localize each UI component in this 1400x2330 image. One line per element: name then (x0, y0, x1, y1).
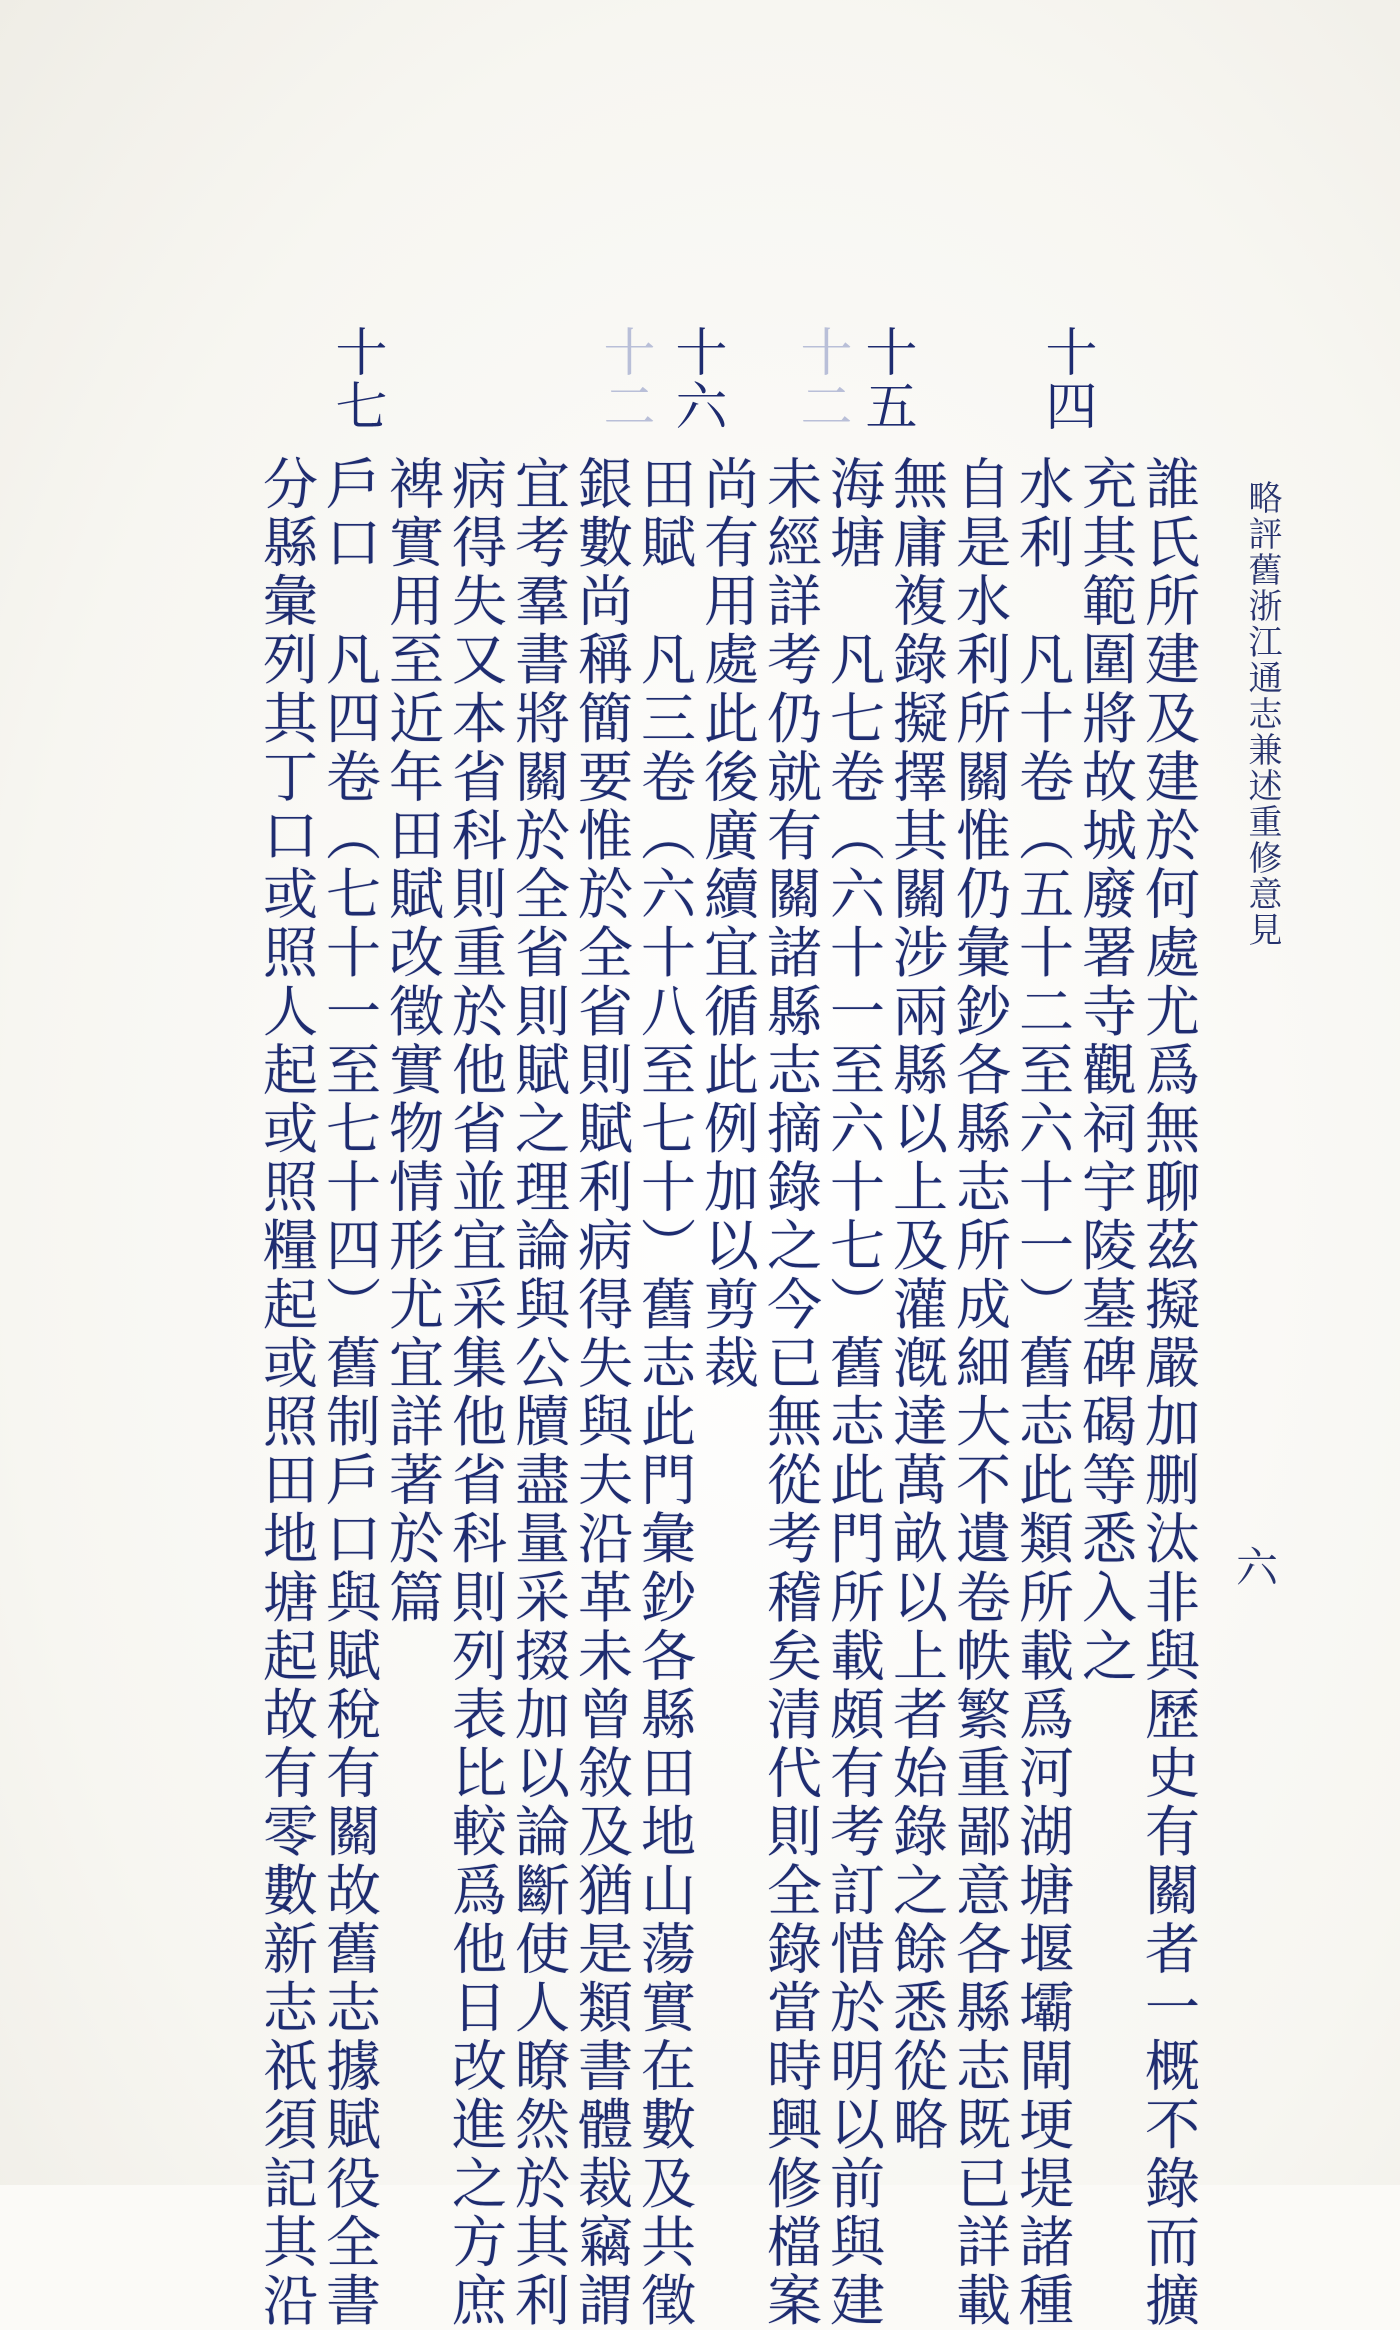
page-number: 六 (1236, 1543, 1279, 1592)
text-column: 病得失又本省科則重於他省並宜采集他省科則列表比較爲他日改進之方庶 (443, 455, 507, 2330)
section-number-14: 十四 (1036, 325, 1096, 433)
text-column: 海塘 凡七卷（六十一至六十七）舊志此門所載頗有考訂惜於明以前與建 (821, 455, 885, 2330)
section-mark-faint: 十二 (594, 325, 654, 433)
text-column: 自是水利所關惟仍彙鈔各縣志所成細大不遺卷帙繁重鄙意各縣志既已詳載 (947, 455, 1011, 2330)
text-column: 戶口 凡四卷（七十一至七十四）舊制戶口與賦稅有關故舊志據賦役全書 (317, 455, 381, 2330)
section-number-15: 十五 (856, 325, 916, 433)
running-header-title: 略評舊浙江通志兼述重修意見 (1242, 480, 1282, 948)
section-mark-faint: 十二 (791, 325, 851, 433)
text-column: 充其範圍將故城廢署寺觀祠宇陵墓碑碣等悉入之 (1073, 455, 1137, 1686)
text-column: 田賦 凡三卷（六十八至七十）舊志此門彙鈔各縣田地山蕩實在數及共徵 (632, 455, 696, 2330)
text-column: 尚有用處此後廣續宜循此例加以剪裁 (695, 455, 759, 1393)
section-number-16: 十六 (666, 325, 726, 433)
text-column: 裨實用至近年田賦改徵實物情形尤宜詳著於篇 (380, 455, 444, 1627)
section-number-17: 十七 (326, 325, 386, 433)
text-column: 水利 凡十卷（五十二至六十一）舊志此類所載爲河湖塘堰壩閘埂堤諸種 (1010, 455, 1074, 2330)
text-column: 宜考羣書將關於全省則賦之理論與公牘盡量采掇加以論斷使人瞭然於其利 (506, 455, 570, 2330)
text-column: 分縣彙列其丁口或照人起或照糧起或照田地塘起故有零數新志祇須記其沿 (254, 455, 318, 2330)
text-column: 銀數尚稱簡要惟於全省則賦利病得失與夫沿革未曾敘及猶是類書體裁竊謂 (569, 455, 633, 2330)
text-column: 無庸複錄擬擇其關涉兩縣以上及灌漑達萬畝以上者始錄之餘悉從略 (884, 455, 948, 2155)
text-column: 未經詳考仍就有關諸縣志摘錄之今已無從考稽矣清代則全錄當時興修檔案 (758, 455, 822, 2330)
text-column: 誰氏所建及建於何處尤爲無聊茲擬嚴加删汰非與歷史有關者一概不錄而擴 (1136, 455, 1200, 2330)
